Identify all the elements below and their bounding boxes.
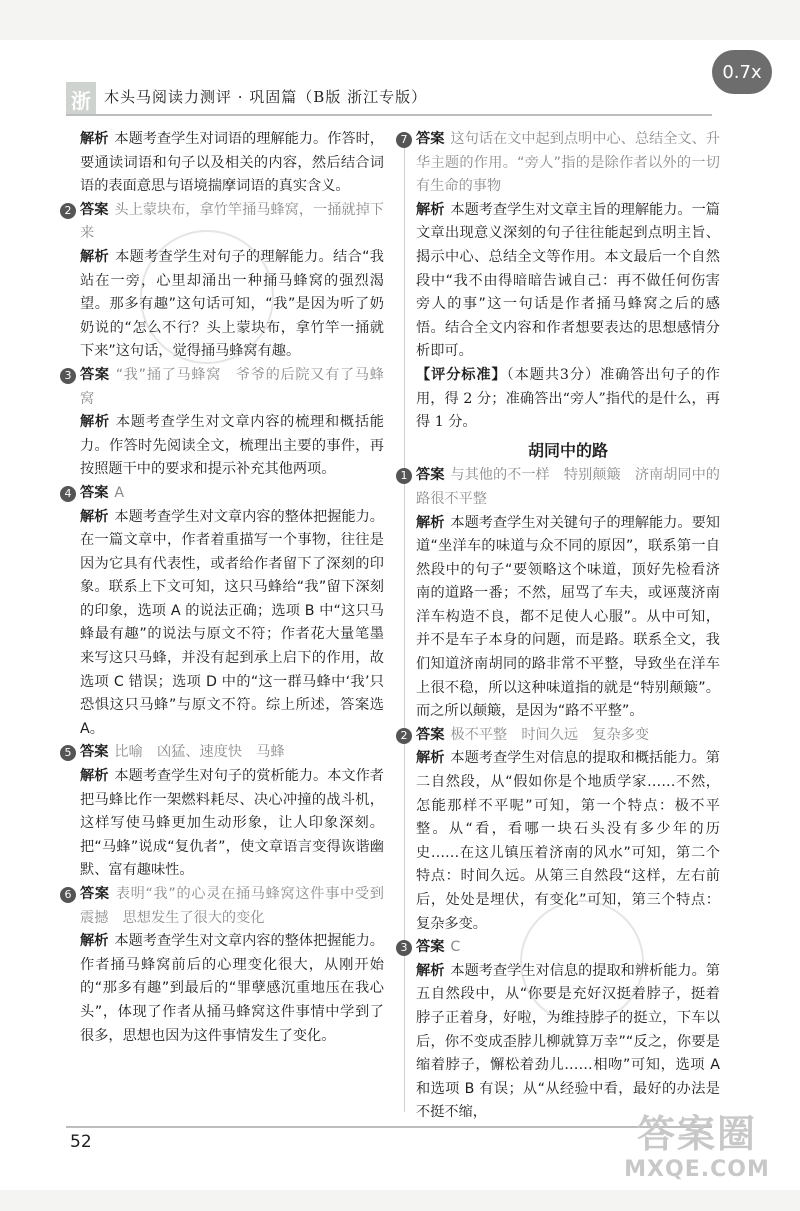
question-number-badge: 2	[60, 203, 76, 219]
answer-label: 答案	[416, 467, 445, 484]
answer-label: 答案	[416, 726, 445, 743]
zoom-level-button[interactable]: 0.7x	[712, 50, 772, 94]
grading-standard	[416, 364, 720, 435]
question-number-badge: 3	[396, 940, 412, 956]
answer-label: 答案	[416, 939, 445, 956]
answer-text: 与其他的不一样 特别颠簸 济南胡同中的路很不平整	[416, 467, 720, 507]
analysis-label: 解析	[416, 514, 445, 531]
question-number-badge: 7	[396, 132, 412, 148]
answer-label: 答案	[80, 366, 110, 383]
analysis-label: 解析	[80, 768, 109, 785]
header-rule	[66, 114, 712, 116]
answer-text: 比喻 凶猛、速度快 马蜂	[114, 744, 285, 761]
answer-label: 答案	[80, 886, 110, 902]
answer-label: 答案	[80, 484, 109, 501]
question-5	[64, 741, 384, 883]
answer-label: 答案	[416, 131, 445, 147]
answer-text: 这句话在文中起到点明中心、总结全文、升华主题的作用。“旁人”指的是除作者以外的一切有生命的事物	[416, 131, 720, 195]
section-title: 胡同中的路	[527, 440, 608, 460]
answer-text: 头上蒙块布，拿竹竿捅马蜂窝，一捅就掉下来	[80, 201, 384, 242]
answer-text: A	[114, 484, 125, 501]
page-number: 52	[70, 1132, 92, 1152]
watermark-main: 答案圈	[636, 1112, 757, 1156]
grading-tag: 【评分标准】	[416, 366, 507, 383]
analysis-text: 本题考查学生对句子的赏析能力。本文作者把马蜂比作一架燃料耗尽、决心冲撞的战斗机，这样写使马蜂更加生动形象，让人印象深刻。把“马蜂”说成“复仇者”，使文章语言变得诙谐幽默、富有趣味性。	[80, 768, 384, 879]
analysis-label: 解析	[80, 414, 110, 431]
question-6	[64, 883, 384, 1048]
grading-text: （本题共3分）准确答出句子的作用，得 2 分；准确答出“旁人”指代的是什么，再得 1 分。	[416, 366, 720, 431]
answer-text: 极不平整 时间久远 复杂多变	[450, 726, 650, 743]
analysis-label: 解析	[416, 962, 445, 979]
analysis-text: 本题考查学生对词语的理解能力。作答时，要通读词语和句子以及相关的内容，然后结合词语的表面意思与语境揣摩词语的真实含义。	[80, 131, 384, 195]
question-number-badge: 4	[60, 486, 76, 502]
analysis-label: 解析	[80, 131, 109, 147]
analysis-text: 本题考查学生对文章内容的整体把握能力。在一篇文章中，作者着重描写一个事物，往往是因为它具有代表性，或者给作者留下了深刻的印象。联系上下文可知，这只马蜂给“我”留下深刻的印象，选项 A 的说法正确；选项 B 中“这只马蜂最有趣”的说法与原文不符；作者花大量笔墨来写这只马蜂，并没有起到承上启下的作用，故选项 C 错误；选项 D 中的“这一群马蜂中‘我’只恐惧这只马蜂”与原文不符。综上所述，答案选 A。	[80, 508, 384, 737]
analysis-text: 本题考查学生对信息的提取和概括能力。第二自然段，从“假如你是个地质学家……不然，怎能那样不平呢”可知，第一个特点：极不平整。从“看，看哪一块石头没有多少年的历史……在这儿镇压着济南的风水”可知，第二个特点：时间久远。从第三自然段“这样，左右前后，处处是埋伏，有变化”可知，第三个特点：复杂多变。	[416, 750, 720, 932]
question-7	[400, 128, 720, 435]
question-number-badge: 6	[60, 887, 76, 903]
analysis-label: 解析	[80, 248, 110, 265]
analysis-label: 解析	[80, 508, 109, 525]
analysis-label: 解析	[416, 750, 445, 767]
stamp-mark	[520, 900, 644, 1024]
watermark-url: MXQE.COM	[624, 1157, 770, 1182]
column-divider	[404, 132, 405, 1112]
hutong-question-1	[400, 464, 720, 724]
question-number-badge: 2	[396, 728, 412, 744]
answer-label: 答案	[80, 744, 109, 761]
question-4	[64, 482, 384, 742]
answer-text: 表明“我”的心灵在捅马蜂窝这件事中受到震撼 思想发生了很大的变化	[80, 886, 384, 926]
question-number-badge: 1	[396, 468, 412, 484]
analysis-text: 本题考查学生对文章主旨的理解能力。一篇文章出现意义深刻的句子往往能起到点明主旨、揭示中心、总结全文等作用。本文最后一个自然段中“我不由得暗暗告诫自己：再不做任何伤害旁人的事”这一句话是作者捅马蜂窝之后的感悟。结合全文内容和作者想要表达的思想感情分析即可。	[416, 201, 720, 360]
header-province-tab: 浙	[66, 82, 96, 116]
question-3	[64, 364, 384, 482]
answer-text: “我”捅了马蜂窝 爷爷的后院又有了马蜂窝	[80, 366, 384, 407]
question-number-badge: 5	[60, 745, 76, 761]
analysis-text: 本题考查学生对信息的提取和辨析能力。第五自然段中，从“你要是充好汉挺着脖子，挺着脖子正着身，好啦，为维持脖子的挺立，下车以后，你不变成歪脖儿柳就算万幸”“反之，你要是缩着脖子，懈松着劲儿……相吻”可知，选项 A 和选项 B 有误；从“从经验中看，最好的办法是不挺不缩，	[416, 962, 720, 1121]
stamp-mark	[140, 230, 274, 364]
answer-label: 答案	[80, 201, 109, 218]
analysis-label: 解析	[80, 933, 109, 950]
watermark-logo	[612, 1112, 782, 1198]
analysis-text: 本题考查学生对关键句子的理解能力。要知道“坐洋车的味道与众不同的原因”，联系第一自然段中的句子“要领略这个味道，顶好先检看济南的道路一番；不然，屈骂了车夫，或诬蔑济南洋车构造不良，都不足使人心服”。从中可知，并不是车子本身的问题，而是路。联系全文，我们知道济南胡同的路非常不平整，导致坐在洋车上很不稳，所以这种味道指的就是“特别颠簸”。而之所以颠簸，是因为“路不平整”。	[416, 514, 720, 720]
analysis-text: 本题考查学生对文章内容的梳理和概括能力。作答时先阅读全文，梳理出主要的事件，再按照题干中的要求和提示补充其他两项。	[80, 414, 384, 478]
analysis-text: 本题考查学生对文章内容的整体把握能力。作者捅马蜂窝前后的心理变化很大，从刚开始的“那多有趣”到最后的“罪孽感沉重地压在我心头”，体现了作者从捅马蜂窝这件事情中学到了很多，思想也因为这件事情发生了变化。	[80, 933, 384, 1044]
header-title: 木头马阅读力测评 · 巩固篇（B版 浙江专版）	[104, 88, 428, 106]
analysis-label: 解析	[416, 201, 445, 218]
question-number-badge: 3	[60, 368, 76, 384]
question-1-cont	[80, 128, 384, 199]
answer-text: C	[450, 939, 461, 956]
analysis-text: 本题考查学生对句子的理解能力。结合“我站在一旁，心里却涌出一种捅马蜂窝的强烈渴望。那多有趣”这句话可知，“我”是因为听了奶奶说的“怎么不行？头上蒙块布，拿竹竿一捅就下来”这句话，觉得捅马蜂窝有趣。	[80, 248, 384, 360]
